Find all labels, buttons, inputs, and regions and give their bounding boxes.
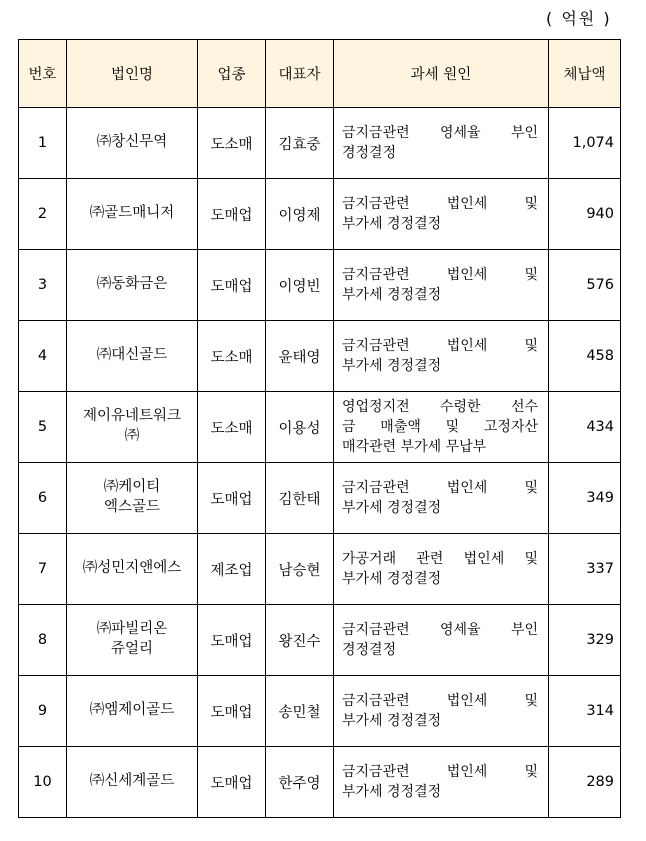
table-row [19,250,621,321]
delinquent-corporations-table [18,39,621,818]
cell-reason [334,605,549,676]
company-name-line: ㈜ [124,428,140,444]
cell-company [67,250,198,321]
cell-amount: 434 [549,392,621,463]
cell-no: 7 [19,534,67,605]
company-name-line: 엑스골드 [103,499,161,515]
company-name-line: 쥬얼리 [110,641,154,657]
reason-line: 영업정지전 수령한 선수 [342,398,538,415]
cell-reason [334,676,549,747]
reason-line: 부가세 경정결정 [342,358,442,374]
reason-line: 금지금관련 법인세 및 [342,266,538,283]
cell-company [67,179,198,250]
cell-reason [334,392,549,463]
cell-industry: 도매업 [198,179,266,250]
cell-amount: 940 [549,179,621,250]
cell-amount: 349 [549,463,621,534]
cell-industry: 도소매 [198,321,266,392]
header-no: 번호 [19,40,67,108]
reason-line: 가공거래 관련 법인세 및 [342,550,538,567]
cell-no: 9 [19,676,67,747]
cell-company [67,676,198,747]
cell-company [67,534,198,605]
reason-line: 부가세 경정결정 [342,784,442,800]
cell-industry: 도소매 [198,108,266,179]
reason-line: 경정결정 [342,642,397,658]
cell-ceo: 왕진수 [266,605,334,676]
header-industry: 업종 [198,40,266,108]
cell-ceo: 윤태영 [266,321,334,392]
cell-ceo: 김한태 [266,463,334,534]
reason-line: 금 매출액 및 고정자산 [342,418,538,435]
reason-line: 부가세 경정결정 [342,287,442,303]
cell-no: 3 [19,250,67,321]
header-ceo: 대표자 [266,40,334,108]
company-name-line: ㈜대신골드 [96,347,168,364]
reason-line: 금지금관련 영세율 부인 [342,621,538,638]
cell-company [67,747,198,818]
cell-reason [334,534,549,605]
cell-amount: 576 [549,250,621,321]
cell-industry: 도매업 [198,463,266,534]
company-name-line: ㈜파빌리온 [96,621,168,638]
company-name-line: ㈜엠제이골드 [89,702,175,719]
cell-company [67,321,198,392]
header-company: 법인명 [67,40,198,108]
cell-ceo: 남승현 [266,534,334,605]
unit-label: ( 억원 ) [546,9,612,28]
cell-no: 2 [19,179,67,250]
cell-amount: 458 [549,321,621,392]
cell-ceo: 송민철 [266,676,334,747]
company-name-line: 제이유네트워크 [82,408,182,425]
table-row [19,108,621,179]
cell-ceo: 이영제 [266,179,334,250]
cell-reason [334,250,549,321]
cell-reason [334,747,549,818]
cell-no: 1 [19,108,67,179]
company-name-line: ㈜창신무역 [96,134,168,151]
reason-line: 금지금관련 법인세 및 [342,337,538,354]
cell-no: 10 [19,747,67,818]
cell-reason [334,108,549,179]
table-body [19,108,621,818]
cell-reason [334,463,549,534]
company-name-line: ㈜골드매니저 [89,205,175,222]
cell-ceo: 이영빈 [266,250,334,321]
cell-ceo: 김효중 [266,108,334,179]
cell-reason [334,179,549,250]
company-name-line: ㈜성민지앤에스 [82,560,182,577]
cell-amount: 314 [549,676,621,747]
reason-line: 금지금관련 법인세 및 [342,479,538,496]
table-row [19,605,621,676]
cell-amount: 1,074 [549,108,621,179]
cell-industry: 제조업 [198,534,266,605]
reason-line: 금지금관련 법인세 및 [342,692,538,709]
table-row [19,534,621,605]
reason-line: 금지금관련 법인세 및 [342,763,538,780]
reason-line: 부가세 경정결정 [342,500,442,516]
cell-industry: 도소매 [198,392,266,463]
table-row [19,321,621,392]
cell-industry: 도매업 [198,605,266,676]
table-row [19,747,621,818]
company-name-line: ㈜동화금은 [96,276,168,293]
table-row [19,179,621,250]
reason-line: 금지금관련 영세율 부인 [342,124,538,141]
cell-no: 6 [19,463,67,534]
cell-reason [334,321,549,392]
header-reason: 과세 원인 [334,40,549,108]
table-row [19,392,621,463]
cell-company [67,605,198,676]
cell-industry: 도매업 [198,747,266,818]
reason-line: 부가세 경정결정 [342,713,442,729]
company-name-line: ㈜케이티 [103,479,161,496]
reason-line: 금지금관련 법인세 및 [342,195,538,212]
company-name-line: ㈜신세계골드 [89,773,175,790]
cell-company [67,463,198,534]
reason-line: 매각관련 부가세 무납부 [342,439,487,456]
cell-ceo: 한주영 [266,747,334,818]
reason-line: 부가세 경정결정 [342,571,442,587]
cell-amount: 289 [549,747,621,818]
cell-company [67,108,198,179]
cell-amount: 329 [549,605,621,676]
cell-ceo: 이용성 [266,392,334,463]
reason-line: 경정결정 [342,145,397,161]
cell-industry: 도매업 [198,250,266,321]
header-row [19,40,621,108]
cell-no: 5 [19,392,67,463]
cell-no: 8 [19,605,67,676]
table-row [19,463,621,534]
header-amount: 체납액 [549,40,621,108]
cell-company [67,392,198,463]
cell-no: 4 [19,321,67,392]
cell-amount: 337 [549,534,621,605]
reason-line: 부가세 경정결정 [342,216,442,232]
cell-industry: 도매업 [198,676,266,747]
table-row [19,676,621,747]
